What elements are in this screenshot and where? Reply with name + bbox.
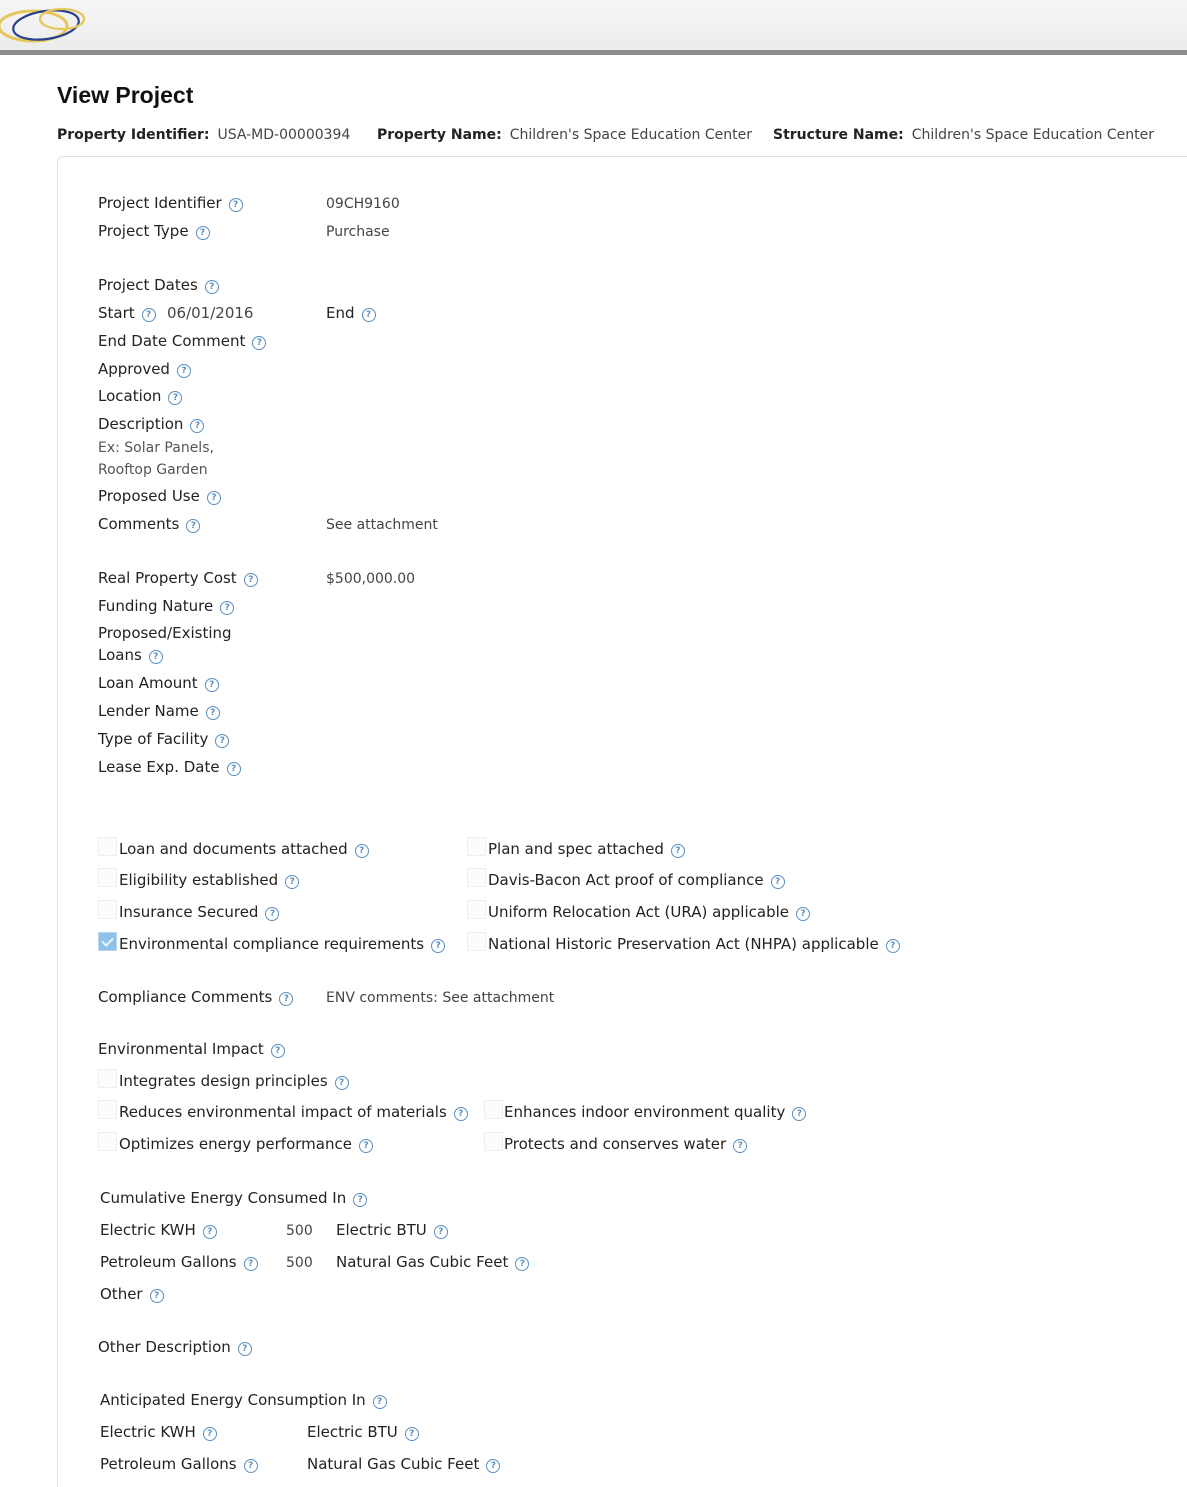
end-label: End ? xyxy=(326,303,376,323)
anticipated-natural-gas-label: Natural Gas Cubic Feet ? xyxy=(307,1454,500,1474)
help-icon[interactable]: ? xyxy=(431,939,445,953)
design-principles-label: Integrates design principles ? xyxy=(119,1071,349,1091)
help-icon[interactable]: ? xyxy=(362,308,376,322)
project-identifier-value: 09CH9160 xyxy=(326,196,400,212)
help-icon[interactable]: ? xyxy=(792,1107,806,1121)
description-hint-line2: Rooftop Garden xyxy=(98,462,208,478)
comments-value: See attachment xyxy=(326,517,438,533)
header-rule xyxy=(0,50,1187,55)
description-label: Description ? xyxy=(98,414,204,434)
funding-nature-label: Funding Nature ? xyxy=(98,596,234,616)
help-icon[interactable]: ? xyxy=(335,1076,349,1090)
help-icon[interactable]: ? xyxy=(244,573,258,587)
help-icon[interactable]: ? xyxy=(454,1107,468,1121)
real-property-cost-value: $500,000.00 xyxy=(326,571,416,587)
help-icon[interactable]: ? xyxy=(205,678,219,692)
help-icon[interactable]: ? xyxy=(186,519,200,533)
help-icon[interactable]: ? xyxy=(149,650,163,664)
description-hint-line1: Ex: Solar Panels, xyxy=(98,440,214,456)
nhpa-checkbox[interactable] xyxy=(467,932,486,951)
help-icon[interactable]: ? xyxy=(886,939,900,953)
comments-label: Comments ? xyxy=(98,514,200,534)
cumulative-electric-btu-label: Electric BTU ? xyxy=(336,1220,448,1240)
help-icon[interactable]: ? xyxy=(196,226,210,240)
top-header-bar xyxy=(0,0,1187,50)
structure-name-label: Structure Name: xyxy=(773,127,904,143)
insurance-checkbox[interactable] xyxy=(98,900,117,919)
davis-bacon-label: Davis-Bacon Act proof of compliance ? xyxy=(488,870,785,890)
help-icon[interactable]: ? xyxy=(229,198,243,212)
proposed-use-label: Proposed Use ? xyxy=(98,486,221,506)
ura-checkbox[interactable] xyxy=(467,900,486,919)
start-label: Start ? xyxy=(98,303,156,323)
loan-documents-checkbox[interactable] xyxy=(98,837,117,856)
davis-bacon-checkbox[interactable] xyxy=(467,868,486,887)
compliance-comments-label: Compliance Comments ? xyxy=(98,987,293,1007)
help-icon[interactable]: ? xyxy=(215,734,229,748)
anticipated-electric-kwh-label: Electric KWH ? xyxy=(100,1422,217,1442)
environmental-compliance-label: Environmental compliance requirements ? xyxy=(119,934,445,954)
help-icon[interactable]: ? xyxy=(238,1342,252,1356)
help-icon[interactable]: ? xyxy=(244,1459,258,1473)
property-identifier-label: Property Identifier: xyxy=(57,127,210,143)
help-icon[interactable]: ? xyxy=(796,907,810,921)
help-icon[interactable]: ? xyxy=(271,1044,285,1058)
anticipated-petroleum-label: Petroleum Gallons ? xyxy=(100,1454,258,1474)
help-icon[interactable]: ? xyxy=(359,1139,373,1153)
project-panel xyxy=(57,156,1187,1487)
ura-label: Uniform Relocation Act (URA) applicable ? xyxy=(488,902,810,922)
project-type-label: Project Type ? xyxy=(98,221,210,241)
help-icon[interactable]: ? xyxy=(285,875,299,889)
environmental-compliance-checkbox[interactable] xyxy=(98,932,117,951)
property-identifier-value: USA-MD-00000394 xyxy=(217,127,351,143)
property-name-value: Children's Space Education Center xyxy=(509,127,752,143)
help-icon[interactable]: ? xyxy=(353,1193,367,1207)
project-dates-label: Project Dates ? xyxy=(98,275,219,295)
loans-label-line2: Loans ? xyxy=(98,645,163,665)
energy-performance-checkbox[interactable] xyxy=(98,1132,117,1151)
property-name-label: Property Name: xyxy=(377,127,502,143)
page-title: View Project xyxy=(57,82,194,108)
lender-name-label: Lender Name ? xyxy=(98,701,220,721)
indoor-quality-checkbox[interactable] xyxy=(484,1100,503,1119)
structure-name-value: Children's Space Education Center xyxy=(911,127,1154,143)
help-icon[interactable]: ? xyxy=(142,308,156,322)
property-name xyxy=(377,127,752,143)
insurance-label: Insurance Secured ? xyxy=(119,902,279,922)
logo-rings-icon xyxy=(0,2,90,48)
plan-spec-checkbox[interactable] xyxy=(467,837,486,856)
help-icon[interactable]: ? xyxy=(355,844,369,858)
anticipated-energy-label: Anticipated Energy Consumption In ? xyxy=(100,1390,387,1410)
cumulative-natural-gas-label: Natural Gas Cubic Feet ? xyxy=(336,1252,529,1272)
real-property-cost-label: Real Property Cost ? xyxy=(98,568,258,588)
conserves-water-checkbox[interactable] xyxy=(484,1132,503,1151)
help-icon[interactable]: ? xyxy=(733,1139,747,1153)
help-icon[interactable]: ? xyxy=(671,844,685,858)
help-icon[interactable]: ? xyxy=(220,601,234,615)
environmental-impact-label: Environmental Impact ? xyxy=(98,1039,285,1059)
help-icon[interactable]: ? xyxy=(190,419,204,433)
help-icon[interactable]: ? xyxy=(203,1225,217,1239)
help-icon[interactable]: ? xyxy=(265,907,279,921)
loan-documents-label: Loan and documents attached ? xyxy=(119,839,369,859)
help-icon[interactable]: ? xyxy=(168,391,182,405)
help-icon[interactable]: ? xyxy=(771,875,785,889)
project-type-value: Purchase xyxy=(326,224,390,240)
cumulative-electric-kwh-value: 500 xyxy=(286,1223,313,1239)
help-icon[interactable]: ? xyxy=(227,762,241,776)
type-of-facility-label: Type of Facility ? xyxy=(98,729,229,749)
design-principles-checkbox[interactable] xyxy=(98,1069,117,1088)
plan-spec-label: Plan and spec attached ? xyxy=(488,839,685,859)
loan-amount-label: Loan Amount ? xyxy=(98,673,219,693)
lease-exp-date-label: Lease Exp. Date ? xyxy=(98,757,241,777)
help-icon[interactable]: ? xyxy=(205,280,219,294)
help-icon[interactable]: ? xyxy=(373,1395,387,1409)
cumulative-energy-label: Cumulative Energy Consumed In ? xyxy=(100,1188,367,1208)
conserves-water-label: Protects and conserves water ? xyxy=(504,1134,747,1154)
compliance-comments-value: ENV comments: See attachment xyxy=(326,990,555,1006)
nhpa-label: National Historic Preservation Act (NHPA) applicable ? xyxy=(488,934,900,954)
project-identifier-label: Project Identifier ? xyxy=(98,193,243,213)
approved-label: Approved ? xyxy=(98,359,191,379)
anticipated-electric-btu-label: Electric BTU ? xyxy=(307,1422,419,1442)
help-icon[interactable]: ? xyxy=(150,1289,164,1303)
help-icon[interactable]: ? xyxy=(486,1459,500,1473)
help-icon[interactable]: ? xyxy=(207,491,221,505)
indoor-quality-label: Enhances indoor environment quality ? xyxy=(504,1102,806,1122)
other-description-label: Other Description ? xyxy=(98,1337,252,1357)
cumulative-other-label: Other ? xyxy=(100,1284,164,1304)
help-icon[interactable]: ? xyxy=(206,706,220,720)
cumulative-electric-kwh-label: Electric KWH ? xyxy=(100,1220,217,1240)
property-identifier xyxy=(57,127,350,143)
loans-label-line1: Proposed/Existing xyxy=(98,624,232,642)
materials-impact-checkbox[interactable] xyxy=(98,1100,117,1119)
start-value: 06/01/2016 xyxy=(167,304,254,322)
materials-impact-label: Reduces environmental impact of materials ? xyxy=(119,1102,468,1122)
cumulative-petroleum-value: 500 xyxy=(286,1255,313,1271)
help-icon[interactable]: ? xyxy=(244,1257,258,1271)
cumulative-petroleum-label: Petroleum Gallons ? xyxy=(100,1252,258,1272)
energy-performance-label: Optimizes energy performance ? xyxy=(119,1134,373,1154)
help-icon[interactable]: ? xyxy=(177,364,191,378)
help-icon[interactable]: ? xyxy=(203,1427,217,1441)
location-label: Location ? xyxy=(98,386,182,406)
help-icon[interactable]: ? xyxy=(515,1257,529,1271)
end-date-comment-label: End Date Comment ? xyxy=(98,331,266,351)
help-icon[interactable]: ? xyxy=(252,336,266,350)
eligibility-label: Eligibility established ? xyxy=(119,870,299,890)
eligibility-checkbox[interactable] xyxy=(98,868,117,887)
help-icon[interactable]: ? xyxy=(434,1225,448,1239)
structure-name xyxy=(773,127,1154,143)
help-icon[interactable]: ? xyxy=(405,1427,419,1441)
help-icon[interactable]: ? xyxy=(279,992,293,1006)
